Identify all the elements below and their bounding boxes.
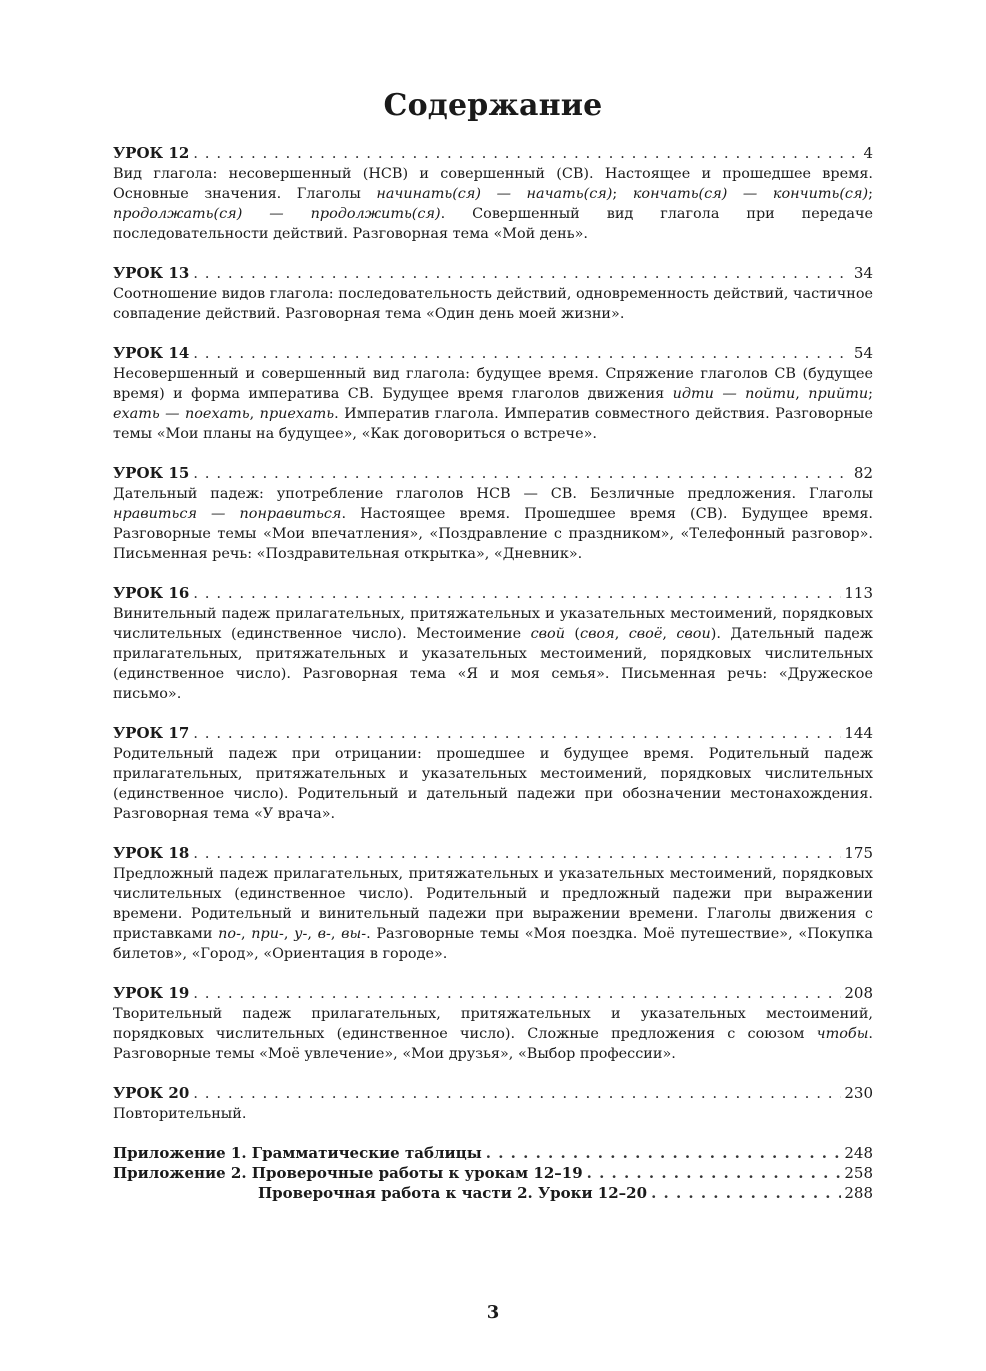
dot-leader: [193, 1083, 841, 1104]
italic-term: своё: [628, 626, 663, 642]
appendix-page-number: 248: [844, 1144, 873, 1162]
lesson-page-number: 54: [853, 344, 873, 362]
dot-leader: [193, 723, 841, 744]
toc-entry: [113, 1083, 873, 1124]
toc-entry-heading: [113, 583, 873, 604]
lesson-page-number: 175: [844, 844, 873, 862]
toc-entry-heading: [113, 843, 873, 864]
toc-entry-heading: [113, 1083, 873, 1104]
lesson-description: [113, 1104, 873, 1124]
description-text: Повторительный.: [113, 1106, 247, 1122]
italic-term: свои: [676, 626, 711, 642]
dot-leader: [193, 463, 851, 484]
italic-term: при-: [251, 926, 284, 942]
page-title: Содержание: [383, 88, 603, 123]
italic-term: прийти: [808, 386, 869, 402]
lesson-page-number: 113: [844, 584, 873, 602]
dot-leader: [193, 983, 841, 1004]
page-number: 3: [486, 1302, 500, 1323]
description-text: . Совершенный вид глагола при передаче последовательности действий. Разговорная тема «Мой день».: [113, 206, 873, 242]
appendix-list: [113, 1143, 873, 1203]
description-text: ;: [868, 386, 873, 402]
lesson-description: [113, 284, 873, 324]
toc-entry-heading: [113, 143, 873, 164]
toc-entry-heading: [113, 983, 873, 1004]
lesson-label: УРОК 15: [113, 464, 190, 482]
toc-entry: [113, 263, 873, 324]
lesson-description: [113, 864, 873, 964]
description-text: . Императив глагола. Императив совместного действия. Разговорные темы «Мои планы на будущее», «Как договориться о встрече».: [113, 406, 874, 442]
lesson-description: [113, 164, 873, 244]
lesson-label: УРОК 20: [113, 1084, 190, 1102]
toc-entry: [113, 463, 873, 564]
description-text: . Разговорные темы «Моё увлечение», «Мои друзья», «Выбор профессии».: [113, 1026, 873, 1062]
description-text: . Настоящее время. Прошедшее время (СВ). Будущее время. Разговорные темы «Мои впечатления», «Поздравление с праздником», «Телефонный разговор». Письменная речь: «Поздравительная открытка», «Дневник».: [113, 506, 874, 562]
dot-leader: [193, 583, 841, 604]
lesson-label: УРОК 12: [113, 144, 190, 162]
appendix-label: Проверочная работа к части 2. Уроки 12–20: [258, 1184, 648, 1202]
description-text: ,: [240, 926, 252, 942]
lesson-label: УРОК 17: [113, 724, 190, 742]
toc-entry: [113, 143, 873, 244]
lesson-label: УРОК 14: [113, 344, 190, 362]
toc-entry-heading: [113, 343, 873, 364]
lesson-label: УРОК 16: [113, 584, 190, 602]
italic-term: приехать: [259, 406, 335, 422]
appendix-entry: [113, 1143, 873, 1163]
description-text: ,: [307, 926, 318, 942]
description-text: ,: [662, 626, 677, 642]
description-text: Родительный падеж при отрицании: прошедшее и будущее время. Родительный падеж прилагательных, притяжательных и указательных местоимений, порядковых числительных (единственное число). Родительный и дательный падежи при обозначении местонахождения. Разговорная тема «У врача».: [113, 746, 873, 822]
dot-leader: [193, 143, 860, 164]
dot-leader: [193, 263, 851, 284]
lesson-description: [113, 604, 873, 704]
italic-term: вы-: [341, 926, 367, 942]
description-text: Вид глагола: несовершенный (НСВ) и совершенный (СВ). Настоящее и прошедшее время. Основные значения. Глаголы: [113, 166, 873, 202]
toc-entry-heading: [113, 463, 873, 484]
italic-term: по-: [218, 926, 241, 942]
description-text: Винительный падеж прилагательных, притяжательных и указательных местоимений, порядковых числительных (единственное число). Местоимение: [113, 606, 873, 642]
lesson-label: УРОК 18: [113, 844, 190, 862]
description-text: ;: [612, 186, 633, 202]
italic-term: начинать(ся) — начать(ся): [376, 186, 613, 202]
toc-entry: [113, 983, 873, 1064]
table-of-contents: [113, 143, 873, 1203]
appendix-entry: [113, 1163, 873, 1183]
appendix-entry: [113, 1183, 873, 1203]
appendix-page-number: 288: [844, 1184, 873, 1202]
toc-entry: [113, 843, 873, 964]
description-text: Предложный падеж прилагательных, притяжательных и указательных местоимений, порядковых числительных (единственное число). Родительный и предложный падежи при выражении времени. Родительный и винительный падежи при выражении времени. Глаголы движения с приставками: [113, 866, 873, 942]
description-text: ,: [283, 926, 295, 942]
appendix-label: Приложение 1. Грамматические таблицы: [113, 1144, 482, 1162]
lesson-page-number: 144: [844, 724, 873, 742]
lesson-description: [113, 1004, 873, 1064]
toc-entry: [113, 723, 873, 824]
italic-term: своя: [580, 626, 615, 642]
italic-term: идти — пойти: [672, 386, 796, 402]
description-text: (: [564, 626, 581, 642]
appendix-label: Приложение 2. Проверочные работы к урокам 12–19: [113, 1164, 583, 1182]
italic-term: свой: [530, 626, 565, 642]
italic-term: кончать(ся) — кончить(ся): [632, 186, 869, 202]
lesson-page-number: 82: [853, 464, 873, 482]
dot-leader: [193, 343, 851, 364]
dot-leader: [651, 1183, 841, 1203]
description-text: Творительный падеж прилагательных, притяжательных и указательных местоимений, порядковых числительных (единственное число). Сложные предложения с союзом: [113, 1006, 873, 1042]
description-text: Несовершенный и совершенный вид глагола: будущее время. Спряжение глаголов СВ (будущее время) и форма императива СВ. Будущее время глаголов движения: [113, 366, 873, 402]
description-text: ,: [614, 626, 629, 642]
lesson-page-number: 208: [844, 984, 873, 1002]
lesson-page-number: 4: [863, 144, 873, 162]
description-text: ). Дательный падеж прилагательных, притяжательных и указательных местоимений, порядковых числительных (единственное число). Разговорная тема «Я и моя семья». Письменная речь: «Дружеское письмо».: [113, 626, 873, 702]
lesson-page-number: 230: [844, 1084, 873, 1102]
description-text: ,: [795, 386, 809, 402]
italic-term: нравиться — понравиться: [113, 506, 342, 522]
toc-entry: [113, 343, 873, 444]
description-text: Соотношение видов глагола: последовательность действий, одновременность действий, частичное совпадение действий. Разговорная тема «Один день моей жизни».: [113, 286, 873, 322]
toc-entry: [113, 583, 873, 704]
dot-leader: [587, 1163, 842, 1183]
lesson-description: [113, 744, 873, 824]
description-text: Дательный падеж: употребление глаголов НСВ — СВ. Безличные предложения. Глаголы: [113, 486, 873, 502]
toc-entry-heading: [113, 263, 873, 284]
appendix-page-number: 258: [844, 1164, 873, 1182]
toc-entry-heading: [113, 723, 873, 744]
italic-term: в-: [317, 926, 331, 942]
description-text: . Разговорные темы «Моя поездка. Моё путешествие», «Покупка билетов», «Город», «Ориентация в городе».: [113, 926, 873, 962]
italic-term: продолжать(ся) — продолжить(ся): [113, 206, 441, 222]
italic-term: чтобы: [816, 1026, 869, 1042]
italic-term: ехать — поехать: [113, 406, 250, 422]
lesson-page-number: 34: [853, 264, 873, 282]
lesson-label: УРОК 19: [113, 984, 190, 1002]
description-text: ,: [330, 926, 342, 942]
dot-leader: [486, 1143, 842, 1163]
dot-leader: [193, 843, 841, 864]
lesson-description: [113, 484, 873, 564]
description-text: ,: [249, 406, 260, 422]
italic-term: у-: [294, 926, 308, 942]
lesson-description: [113, 364, 873, 444]
description-text: ;: [868, 186, 873, 202]
lesson-list: [113, 143, 873, 1124]
lesson-label: УРОК 13: [113, 264, 190, 282]
